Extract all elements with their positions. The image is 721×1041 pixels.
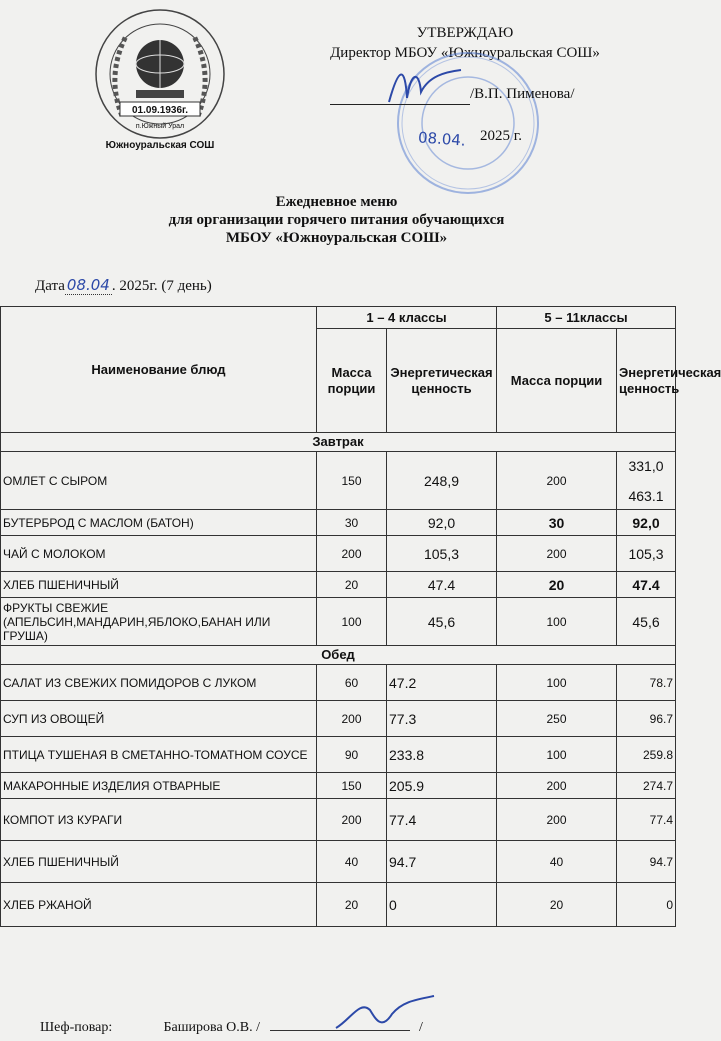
table-row [1, 598, 676, 646]
energy-1-4: 0 [387, 883, 497, 927]
dish-name: ОМЛЕТ С СЫРОМ [1, 452, 317, 510]
mass-1-4: 100 [317, 598, 387, 646]
section-header [1, 433, 676, 452]
mass-5-11: 200 [497, 452, 617, 510]
col-energy-1: Энергетическая ценность [387, 329, 497, 433]
energy-5-11: 96.7 [617, 701, 676, 737]
dish-name: САЛАТ ИЗ СВЕЖИХ ПОМИДОРОВ С ЛУКОМ [1, 665, 317, 701]
mass-5-11: 100 [497, 665, 617, 701]
dish-name: ПТИЦА ТУШЕНАЯ В СМЕТАННО-ТОМАТНОМ СОУСЕ [1, 737, 317, 773]
col-group-5-11: 5 – 11классы [497, 307, 676, 329]
mass-5-11: 200 [497, 799, 617, 841]
chef-slash-2: / [419, 1020, 423, 1035]
date-handwritten: 08.04 [66, 276, 110, 294]
table-row [1, 737, 676, 773]
energy-5-11: 45,6 [617, 598, 676, 646]
dish-name: ХЛЕБ ПШЕНИЧНЫЙ [1, 572, 317, 598]
director-name: /В.П. Пименова/ [470, 86, 575, 102]
col-energy-2: Энергетическая ценность [617, 329, 676, 433]
section-header [1, 646, 676, 665]
document-title [0, 193, 673, 247]
mass-5-11: 20 [497, 883, 617, 927]
section-title: Завтрак [1, 433, 676, 452]
mass-5-11: 40 [497, 841, 617, 883]
title-line-1: Ежедневное меню [275, 194, 398, 210]
mass-1-4: 30 [317, 510, 387, 536]
mass-1-4: 150 [317, 452, 387, 510]
energy-1-4: 205.9 [387, 773, 497, 799]
logo-founded: 01.09.1936г. [132, 105, 188, 116]
energy-5-11: 77.4 [617, 799, 676, 841]
mass-1-4: 200 [317, 536, 387, 572]
approve-label: УТВЕРЖДАЮ [416, 25, 514, 41]
table-row [1, 452, 676, 510]
mass-5-11: 200 [497, 773, 617, 799]
table-row [1, 536, 676, 572]
mass-1-4: 150 [317, 773, 387, 799]
mass-5-11: 30 [497, 510, 617, 536]
mass-5-11: 250 [497, 701, 617, 737]
chef-name: Баширова О.В. [163, 1020, 253, 1035]
date-prefix: Дата [35, 278, 65, 294]
table-row [1, 510, 676, 536]
table-row [1, 701, 676, 737]
mass-1-4: 60 [317, 665, 387, 701]
mass-1-4: 200 [317, 799, 387, 841]
energy-1-4: 92,0 [387, 510, 497, 536]
dish-name: МАКАРОННЫЕ ИЗДЕЛИЯ ОТВАРНЫЕ [1, 773, 317, 799]
energy-1-4: 77.3 [387, 701, 497, 737]
col-group-1-4: 1 – 4 классы [317, 307, 497, 329]
mass-5-11: 100 [497, 737, 617, 773]
table-row [1, 799, 676, 841]
logo-school: Южноуральская СОШ [105, 140, 215, 151]
dish-name: ФРУКТЫ СВЕЖИЕ (АПЕЛЬСИН,МАНДАРИН,ЯБЛОКО,БАНАН ИЛИ ГРУША) [1, 598, 317, 646]
title-line-2: для организации горячего питания обучающихся [168, 212, 505, 228]
director-signature-line [330, 104, 470, 105]
mass-5-11: 200 [497, 536, 617, 572]
energy-1-4: 248,9 [387, 452, 497, 510]
mass-1-4: 20 [317, 883, 387, 927]
school-logo [92, 6, 228, 166]
mass-1-4: 90 [317, 737, 387, 773]
approve-year: 2025 г. [480, 128, 522, 144]
date-line [35, 276, 212, 295]
title-line-3: МБОУ «Южноуральская СОШ» [225, 230, 448, 246]
date-year: . 2025г. (7 день) [111, 278, 212, 294]
logo-place: п.Южный Урал [135, 123, 185, 130]
mass-1-4: 200 [317, 701, 387, 737]
approve-date: 08.04. [417, 128, 467, 150]
chef-signature [330, 990, 440, 1040]
table-row [1, 773, 676, 799]
energy-5-11: 94.7 [617, 841, 676, 883]
energy-5-11: 0 [617, 883, 676, 927]
mass-5-11: 20 [497, 572, 617, 598]
energy-1-4: 45,6 [387, 598, 497, 646]
col-dish-name: Наименование блюд [1, 307, 317, 433]
mass-5-11: 100 [497, 598, 617, 646]
mass-1-4: 20 [317, 572, 387, 598]
table-row [1, 883, 676, 927]
energy-5-11-value: 331,0 [628, 457, 664, 474]
energy-5-11: 47.4 [617, 572, 676, 598]
dish-name: КОМПОТ ИЗ КУРАГИ [1, 799, 317, 841]
table-row [1, 665, 676, 701]
director-signature [385, 62, 465, 108]
mass-1-4: 40 [317, 841, 387, 883]
dish-name: ХЛЕБ РЖАНОЙ [1, 883, 317, 927]
table-row [1, 572, 676, 598]
energy-5-11: 105,3 [617, 536, 676, 572]
energy-5-11: 78.7 [617, 665, 676, 701]
energy-5-11 [617, 452, 676, 510]
energy-1-4: 47.2 [387, 665, 497, 701]
energy-5-11: 259.8 [617, 737, 676, 773]
table-row [1, 841, 676, 883]
energy-1-4: 105,3 [387, 536, 497, 572]
section-title: Обед [1, 646, 676, 665]
energy-5-11-alt-value: 463.1 [628, 487, 664, 504]
col-mass-2: Масса порции [497, 329, 617, 433]
dish-name: СУП ИЗ ОВОЩЕЙ [1, 701, 317, 737]
energy-1-4: 47.4 [387, 572, 497, 598]
chef-label: Шеф-повар: [40, 1020, 113, 1035]
director-title: Директор МБОУ «Южноуральская СОШ» [330, 45, 600, 61]
energy-5-11: 274.7 [617, 773, 676, 799]
energy-5-11: 92,0 [617, 510, 676, 536]
chef-slash-1: / [256, 1020, 261, 1035]
col-mass-1: Масса порции [317, 329, 387, 433]
energy-1-4: 77.4 [387, 799, 497, 841]
dish-name: БУТЕРБРОД С МАСЛОМ (БАТОН) [1, 510, 317, 536]
energy-1-4: 233.8 [387, 737, 497, 773]
dish-name: ХЛЕБ ПШЕНИЧНЫЙ [1, 841, 317, 883]
menu-table [0, 306, 721, 927]
energy-1-4: 94.7 [387, 841, 497, 883]
dish-name: ЧАЙ С МОЛОКОМ [1, 536, 317, 572]
